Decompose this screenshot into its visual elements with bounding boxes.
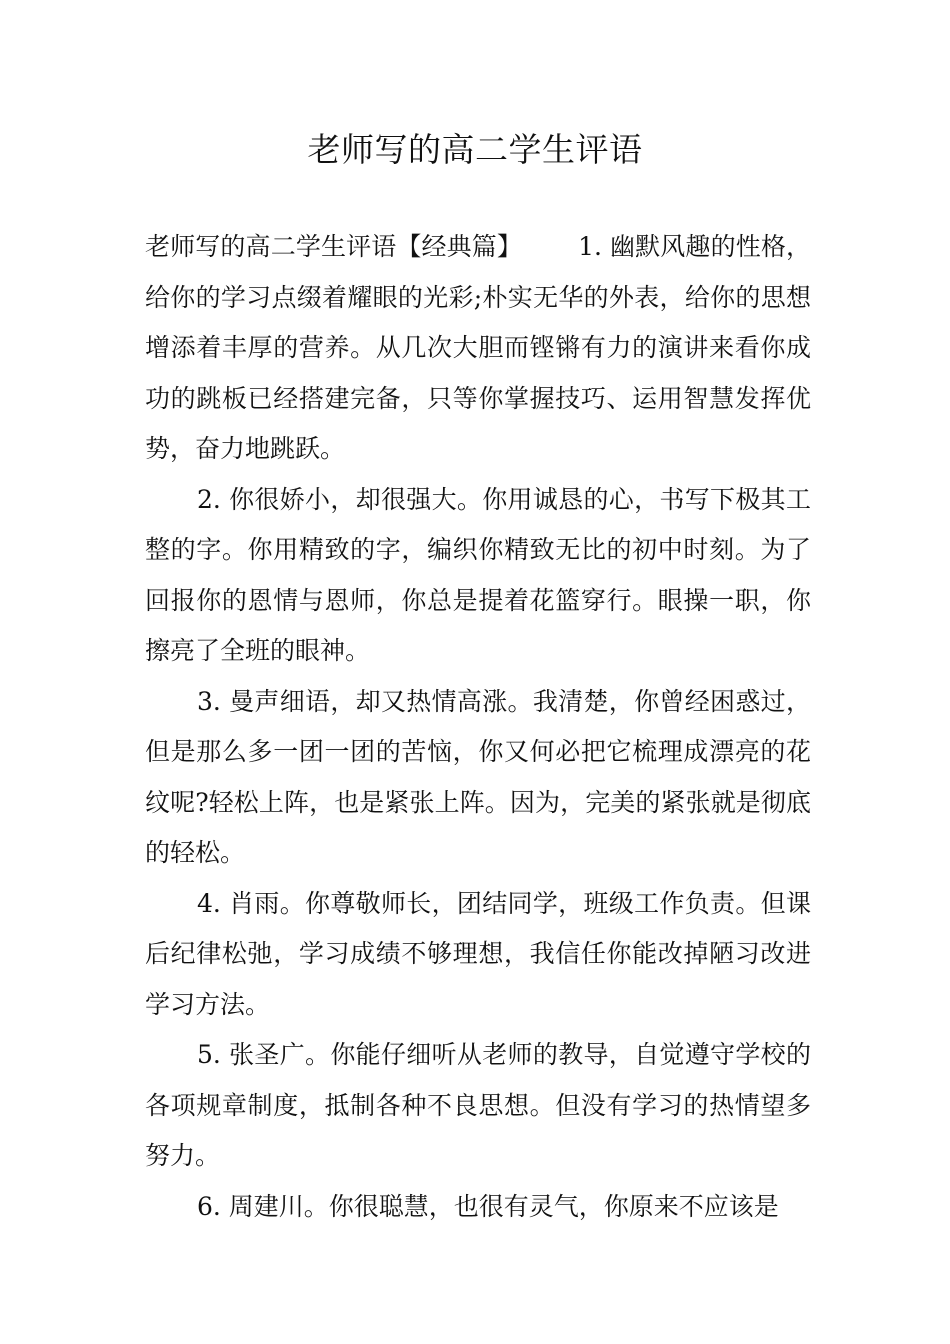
comment-paragraph-6: 6. 周建川。你很聪慧，也很有灵气，你原来不应该是 <box>197 1191 779 1221</box>
comment-paragraph-4: 4. 肖雨。你尊敬师长，团结同学，班级工作负责。但课后纪律松弛，学习成绩不够理想，我信任你能改掉陋习改进学习方法。 <box>145 888 811 1019</box>
intro-paragraph <box>145 222 811 475</box>
comment-paragraph-2: 2. 你很娇小，却很强大。你用诚恳的心，书写下极其工整的字。你用精致的字，编织你精致无比的初中时刻。为了回报你的恩情与恩师，你总是提着花篮穿行。眼操一职，你擦亮了全班的眼神。 <box>145 484 811 665</box>
comment-paragraph-3: 3. 曼声细语，却又热情高涨。我清楚，你曾经困惑过，但是那么多一团一团的苦恼，你又何必把它梳理成漂亮的花纹呢?轻松上阵，也是紧张上阵。因为，完美的紧张就是彻底的轻松。 <box>145 686 811 867</box>
document-body <box>145 222 811 1232</box>
document-title: 老师写的高二学生评语 <box>307 130 643 169</box>
comment-paragraph-5: 5. 张圣广。你能仔细听从老师的教导，自觉遵守学校的各项规章制度，抵制各种不良思想。但没有学习的热情望多努力。 <box>145 1040 811 1170</box>
intro-lead: 老师写的高二学生评语【经典篇】 <box>145 232 523 261</box>
intro-text: 1. 幽默风趣的性格，给你的学习点缀着耀眼的光彩;朴实无华的外表，给你的思想增添着丰厚的营养。从几次大胆而铿锵有力的演讲来看你成功的跳板已经搭建完备，只等你掌握技巧、运用智慧发挥优势，奋力地跳跃。 <box>145 232 811 463</box>
